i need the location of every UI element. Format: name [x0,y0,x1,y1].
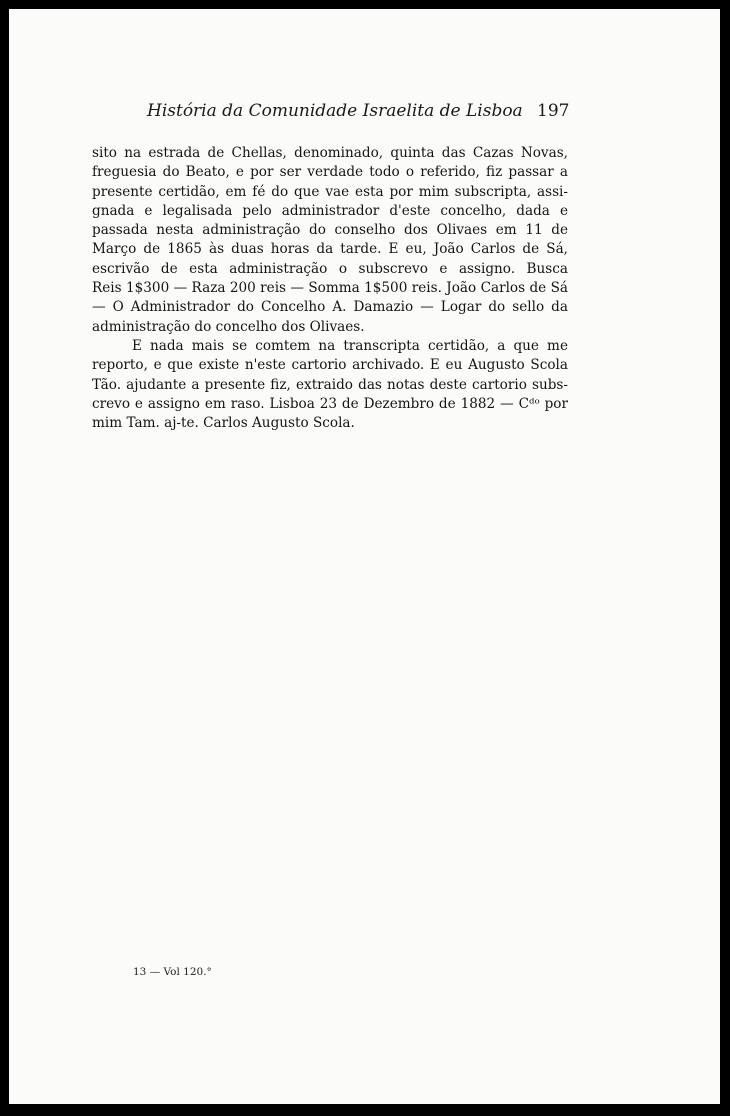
text-line: sito na estrada de Chellas, denominado, quinta das Cazas Novas, [92,145,568,161]
text-line: Reis 1$300 — Raza 200 reis — Somma 1$500 reis. João Carlos de Sá [92,280,568,297]
text-line: passada nesta administração do conselho dos Olivaes em 11 de [92,222,568,239]
paragraph [92,144,568,337]
running-title: História da Comunidade Israelita de Lisboa [147,101,523,121]
body-text [92,144,568,433]
text-line: Março de 1865 às duas horas da tarde. E eu, João Carlos de Sá, [92,241,568,258]
text-line: freguesia do Beato, e por ser verdade todo o referido, fiz passar a [92,164,568,181]
text-line: crevo e assigno em raso. Lisboa 23 de Dezembro de 1882 — Cᵈᵒ por [92,395,568,412]
text-line: E nada mais se comtem na transcripta certidão, a que me [132,337,568,354]
printer-signature: 13 — Vol 120.° [133,966,212,978]
text-line: — O Administrador do Concelho A. Damazio — Logar do sello da [92,299,568,316]
text-line: reporto, e que existe n'este cartorio archivado. E eu Augusto Scola [92,357,568,374]
page-header [9,101,720,131]
text-line: mim Tam. aj-te. Carlos Augusto Scola. [92,415,355,432]
paragraph [92,337,568,433]
book-page [9,9,720,1104]
text-line: presente certidão, em fé do que vae esta por mim subscripta, assi- [92,183,568,200]
text-line: escrivão de esta administração o subscrevo e assigno. Busca [92,260,568,277]
text-line: administração do concelho dos Olivaes. [92,318,365,335]
page-number: 197 [537,101,570,121]
text-line: gnada e legalisada pelo administrador d'este concelho, dada e [92,202,568,219]
text-line: Tão. ajudante a presente fiz, extraido das notas deste cartorio subs- [92,376,568,393]
